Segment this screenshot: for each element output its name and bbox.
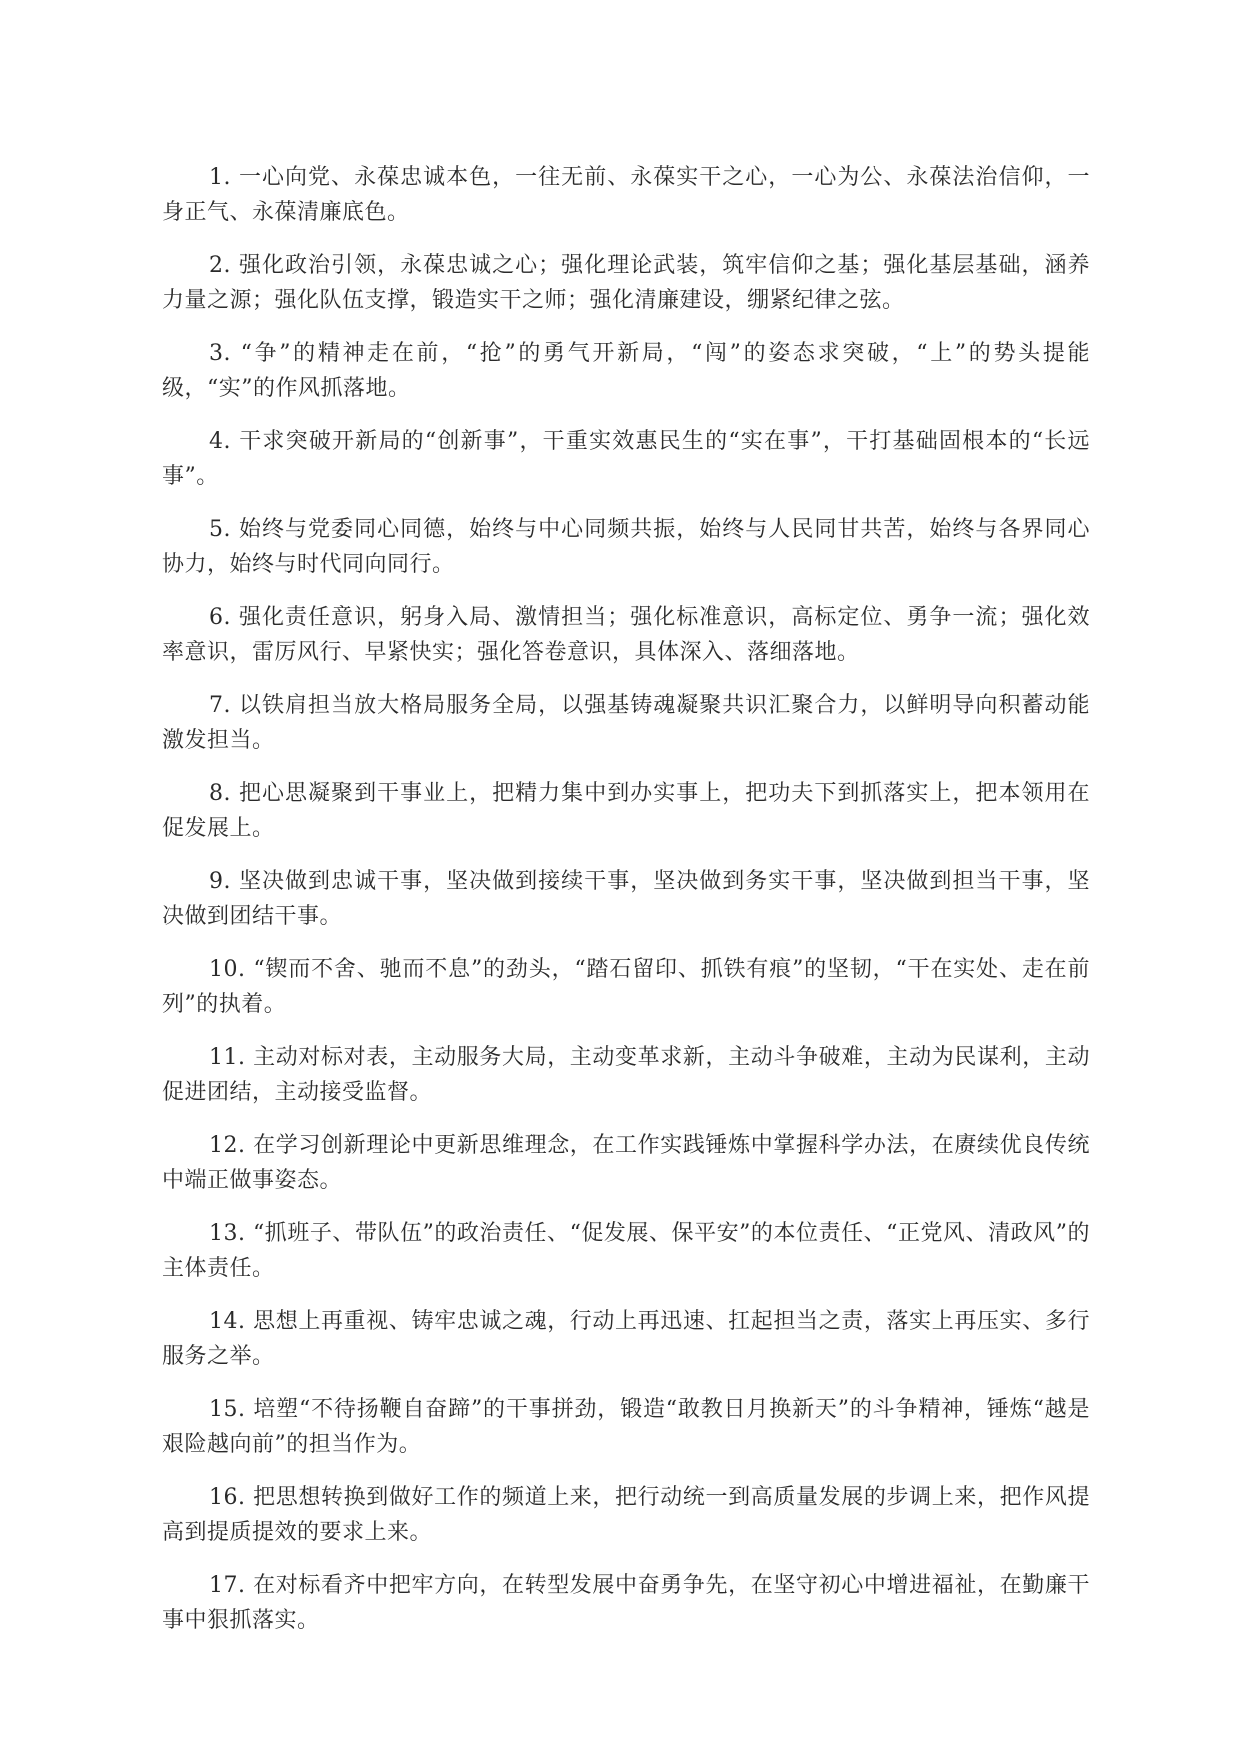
paragraph-7: 7. 以铁肩担当放大格局服务全局，以强基铸魂凝聚共识汇聚合力，以鲜明导向积蓄动能激发担当。 (162, 693, 1090, 753)
paragraph-1: 1. 一心向党、永葆忠诚本色，一往无前、永葆实干之心，一心为公、永葆法治信仰，一身正气、永葆清廉底色。 (162, 165, 1090, 225)
paragraph-9: 9. 坚决做到忠诚干事，坚决做到接续干事，坚决做到务实干事，坚决做到担当干事，坚决做到团结干事。 (162, 869, 1090, 929)
paragraph-14: 14. 思想上再重视、铸牢忠诚之魂，行动上再迅速、扛起担当之责，落实上再压实、多行服务之举。 (162, 1309, 1090, 1369)
document-body (162, 160, 1090, 1656)
paragraph-6: 6. 强化责任意识，躬身入局、激情担当；强化标准意识，高标定位、勇争一流；强化效率意识，雷厉风行、早紧快实；强化答卷意识，具体深入、落细落地。 (162, 605, 1090, 665)
paragraph-15: 15. 培塑“不待扬鞭自奋蹄”的干事拼劲，锻造“敢教日月换新天”的斗争精神，锤炼“越是艰险越向前”的担当作为。 (162, 1397, 1090, 1457)
paragraph-3: 3. “争”的精神走在前，“抢”的勇气开新局，“闯”的姿态求突破，“上”的势头提能级，“实”的作风抓落地。 (162, 341, 1090, 401)
paragraph-17: 17. 在对标看齐中把牢方向，在转型发展中奋勇争先，在坚守初心中增进福祉，在勤廉干事中狠抓落实。 (162, 1573, 1090, 1633)
paragraph-8: 8. 把心思凝聚到干事业上，把精力集中到办实事上，把功夫下到抓落实上，把本领用在促发展上。 (162, 781, 1090, 841)
paragraph-4: 4. 干求突破开新局的“创新事”，干重实效惠民生的“实在事”，干打基础固根本的“长远事”。 (162, 429, 1090, 489)
paragraph-10: 10. “锲而不舍、驰而不息”的劲头，“踏石留印、抓铁有痕”的坚韧，“干在实处、走在前列”的执着。 (162, 957, 1090, 1017)
paragraph-5: 5. 始终与党委同心同德，始终与中心同频共振，始终与人民同甘共苦，始终与各界同心协力，始终与时代同向同行。 (162, 517, 1090, 577)
paragraph-2: 2. 强化政治引领，永葆忠诚之心；强化理论武装，筑牢信仰之基；强化基层基础，涵养力量之源；强化队伍支撑，锻造实干之师；强化清廉建设，绷紧纪律之弦。 (162, 253, 1090, 313)
paragraph-12: 12. 在学习创新理论中更新思维理念，在工作实践锤炼中掌握科学办法，在赓续优良传统中端正做事姿态。 (162, 1133, 1090, 1193)
paragraph-11: 11. 主动对标对表，主动服务大局，主动变革求新，主动斗争破难，主动为民谋利，主动促进团结，主动接受监督。 (162, 1045, 1090, 1105)
paragraph-13: 13. “抓班子、带队伍”的政治责任、“促发展、保平安”的本位责任、“正党风、清政风”的主体责任。 (162, 1221, 1090, 1281)
paragraph-16: 16. 把思想转换到做好工作的频道上来，把行动统一到高质量发展的步调上来，把作风提高到提质提效的要求上来。 (162, 1485, 1090, 1545)
